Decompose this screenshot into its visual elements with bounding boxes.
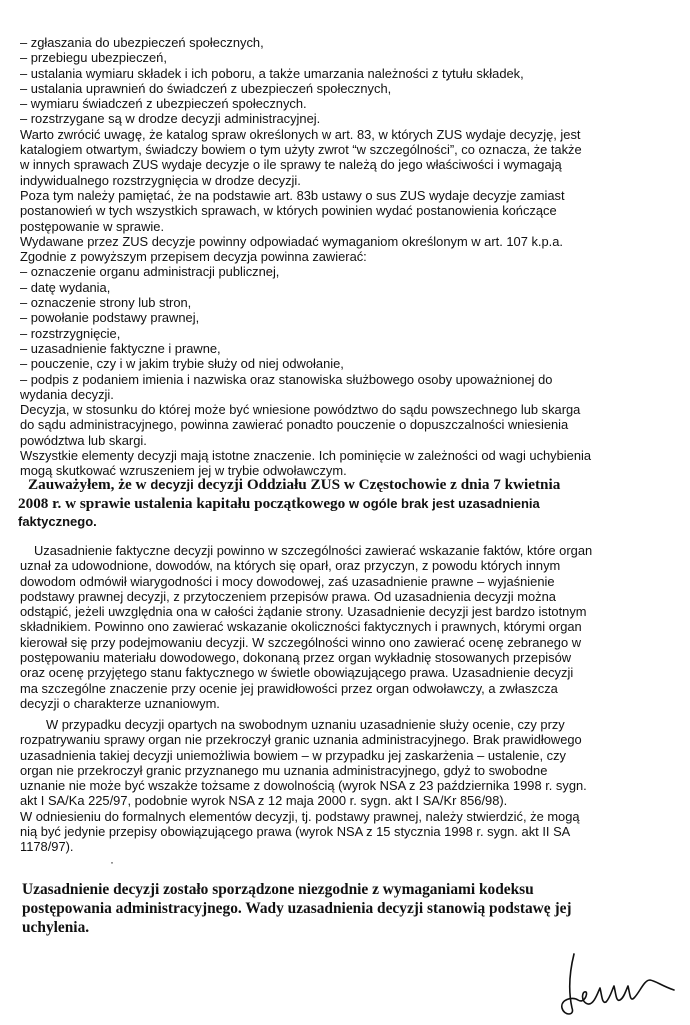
text-line: powództwa lub skargi. <box>20 432 147 448</box>
heading-text: Zauważyłem, że w <box>28 476 147 493</box>
heading-line <box>18 476 560 495</box>
text-line: postępowanie w sprawie. <box>20 218 165 234</box>
text-line: katalogiem otwartym, świadczy bowiem o tym użyty zwrot “w szczególności”, co oznacza, że także <box>20 142 582 158</box>
text-line: 1178/97). <box>20 839 74 855</box>
text-line: odstąpić, jeżeli uwzględnia ona w całości żądanie strony. Uzasadnienie decyzji jest bardzo istotnym <box>20 604 587 620</box>
text-line: – ustalania wymiaru składek i ich poboru, a także umarzania należności z tytułu składek, <box>20 65 524 81</box>
paragraph-discretionary-decisions <box>20 717 660 855</box>
heading-text: 2008 r. w sprawie ustalenia kapitału początkowego <box>18 494 346 512</box>
text-line: W odniesieniu do formalnych elementów decyzji, tj. podstawy prawnej, należy stwierdzić, że mogą <box>20 808 580 824</box>
stray-mark: · <box>110 855 114 869</box>
text-line: Wydawane przez ZUS decyzje powinny odpowiadać wymaganiom określonym w art. 107 k.p.a. <box>20 233 563 249</box>
text-line: W przypadku decyzji opartych na swobodnym uznaniu uzasadnienie służy ocenie, czy przy <box>46 717 565 732</box>
text-line: – rozstrzygane są w drodze decyzji administracyjnej. <box>20 111 321 127</box>
text-line: uznał za udowodnione, dowodów, na których się oparł, oraz przyczyn, z powodu których innym <box>20 558 561 574</box>
text-line: – podpis z podaniem imienia i nazwiska oraz stanowiska służbowego osoby upoważnionej do <box>20 371 553 387</box>
text-line: akt I SA/Ka 225/97, podobnie wyrok NSA z 12 maja 2000 r. sygn. akt I SA/Kr 856/98). <box>20 793 508 809</box>
text-line: decyzji o charakterze uznaniowym. <box>20 695 220 711</box>
conclusion-line: Uzasadnienie decyzji zostało sporządzone niezgodnie z wymaganiami kodeksu <box>22 881 534 898</box>
text-line: wydania decyzji. <box>20 386 114 402</box>
text-line: Uzasadnienie faktyczne decyzji powinno w szczególności zawierać wskazanie faktów, które organ <box>34 543 593 558</box>
text-line: składnikiem. Powinno ono zawierać wskazanie okoliczności faktycznych i prawnych, którymi organ <box>20 619 582 635</box>
text-line: Decyzja, w stosunku do której może być wniesione powództwo do sądu powszechnego lub skarga <box>20 402 581 418</box>
text-line: kierował się przy podejmowaniu decyzji. W szczególności winno ono zawierać ocenę zebranego w <box>20 634 582 650</box>
text-line: organ nie przekroczył granic przyznanego mu uznania administracyjnego, gdyż to swobodne <box>20 762 548 778</box>
text-line: w innych sprawach ZUS wydaje decyzje o ile sprawy te należą do jego właściwości i wymagają <box>20 157 562 173</box>
section-heading <box>18 476 560 532</box>
text-line: nią być jedynie przepisy obowiązującego prawa (wyrok NSA z 15 stycznia 1998 r. sygn. akt II SA <box>20 824 571 840</box>
text-line: Poza tym należy pamiętać, że na podstawie art. 83b ustawy o sus ZUS wydaje decyzje zamiast <box>20 187 565 203</box>
intro-block <box>20 35 660 479</box>
text-line: – zgłaszania do ubezpieczeń społecznych, <box>20 35 264 50</box>
text-line: – ustalania uprawnień do świadczeń z ubezpieczeń społecznych, <box>20 80 392 96</box>
text-line: do sądu administracyjnego, powinna zawierać ponadto pouczenie o dopuszczalności wniesienia <box>20 417 569 433</box>
text-line: – przebiegu ubezpieczeń, <box>20 50 167 66</box>
text-line: – uzasadnienie faktyczne i prawne, <box>20 340 221 356</box>
text-line: uznanie nie może być wszakże tożsame z dowolnością (wyrok NSA z 23 października 1998 r. sygn. <box>20 778 587 794</box>
text-line: – pouczenie, czy i w jakim trybie służy od niej odwołanie, <box>20 356 344 372</box>
paragraph-factual-reasoning <box>20 543 660 711</box>
text-line: – wymiaru świadczeń z ubezpieczeń społecznych. <box>20 96 307 112</box>
conclusion-line: postępowania administracyjnego. Wady uzasadnienia decyzji stanowią podstawę jej <box>22 900 572 917</box>
text-line: dowodom odmówił wiarygodności i mocy dowodowej, zaś uzasadnienie prawne – wyjaśnienie <box>20 573 555 589</box>
text-line: oraz ocenę przyjętego stanu faktycznego w świetle obowiązującego prawa. Uzasadnienie decyzji <box>20 665 574 681</box>
text-line: Wszystkie elementy decyzji mają istotne znaczenie. Ich pominięcie w zależności od wagi uchybienia <box>20 448 592 464</box>
conclusion <box>22 880 572 937</box>
text-line: postanowień w tych wszystkich sprawach, w których powinien wydać postanowienia kończące <box>20 203 557 219</box>
text-line: mogą skutkować wzruszeniem jej w trybie odwoławczym. <box>20 463 347 479</box>
text-line: – datę wydania, <box>20 279 111 295</box>
text-line: indywidualnego rozstrzygnięcia w drodze decyzji. <box>20 172 301 188</box>
handwritten-signature <box>558 950 678 1025</box>
heading-line <box>18 495 560 514</box>
heading-text: w ogóle brak jest uzasadnienia <box>349 495 540 511</box>
conclusion-line: uchylenia. <box>22 919 90 936</box>
heading-line: faktycznego. <box>18 514 97 530</box>
text-line: podstawy prawnej decyzji, z przytoczeniem przepisów prawa. Od uzasadnienia decyzji można <box>20 588 556 604</box>
text-line: – oznaczenie organu administracji publicznej, <box>20 264 280 280</box>
text-line: uzasadnienia takiej decyzji uniemożliwia bowiem – w przypadku jej zaskarżenia – ustalenie, czy <box>20 747 566 763</box>
text-line: – powołanie podstawy prawnej, <box>20 310 200 326</box>
text-line: postępowaniu materiału dowodowego, dokonaną przez organ wykładnię stosowanych przepisów <box>20 650 572 666</box>
text-line: – rozstrzygnięcie, <box>20 325 121 341</box>
heading-text: decyzji <box>150 477 194 492</box>
text-line: rozpatrywaniu sprawy organ nie przekroczył granic uznania administracyjnego. Brak prawidłowego <box>20 732 582 748</box>
heading-text: decyzji Oddziału ZUS w Częstochowie z dnia 7 kwietnia <box>197 476 561 493</box>
text-line: Zgodnie z powyższym przepisem decyzja powinna zawierać: <box>20 249 367 265</box>
text-line: ma szczególne znaczenie przy ocenie jej prawidłowości przez organ odwoławczy, a zwłaszcza <box>20 680 558 696</box>
text-line: – oznaczenie strony lub stron, <box>20 295 192 311</box>
text-line: Warto zwrócić uwagę, że katalog spraw określonych w art. 83, w których ZUS wydaje decyzję, jest <box>20 126 581 142</box>
